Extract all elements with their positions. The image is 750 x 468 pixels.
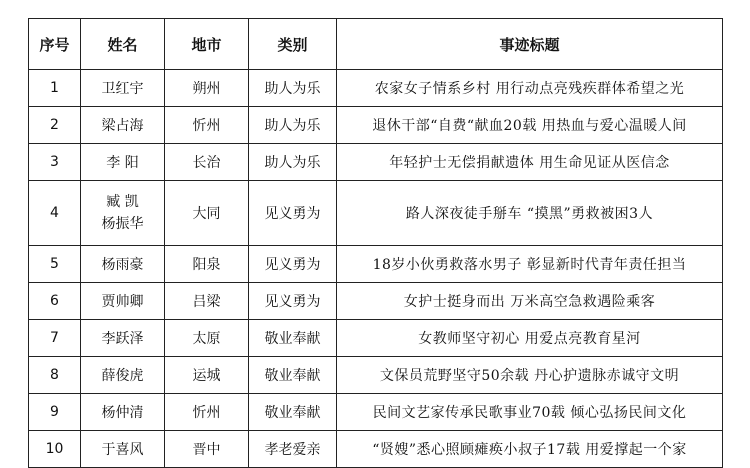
row-category: 孝老爱亲	[249, 431, 337, 468]
row-category: 见义勇为	[249, 283, 337, 320]
row-number: 4	[29, 181, 81, 246]
row-name-second: 杨振华	[101, 216, 144, 232]
row-title: 女护士挺身而出 万米高空急救遇险乘客	[337, 283, 723, 320]
row-title: 农家女子情系乡村 用行动点亮残疾群体希望之光	[337, 70, 723, 107]
table-row	[29, 431, 723, 468]
row-city: 长治	[165, 144, 249, 181]
row-number: 5	[29, 246, 81, 283]
table-row	[29, 246, 723, 283]
table-row	[29, 357, 723, 394]
table-row	[29, 181, 723, 246]
row-title: 18岁小伙勇救落水男子 彰显新时代青年责任担当	[337, 246, 723, 283]
row-city: 吕梁	[165, 283, 249, 320]
row-title: 文保员荒野坚守50余载 丹心护遗脉赤诚守文明	[337, 357, 723, 394]
row-number: 10	[29, 431, 81, 468]
table-row	[29, 394, 723, 431]
table-row	[29, 283, 723, 320]
row-category: 敬业奉献	[249, 357, 337, 394]
row-title: 路人深夜徒手掰车 “摸黑”勇救被困3人	[337, 181, 723, 246]
row-number: 2	[29, 107, 81, 144]
row-category: 敬业奉献	[249, 394, 337, 431]
row-number: 8	[29, 357, 81, 394]
row-title: 民间文艺家传承民歌事业70载 倾心弘扬民间文化	[337, 394, 723, 431]
row-name: 李跃泽	[81, 320, 165, 357]
row-title: 退休干部“自费“献血20载 用热血与爱心温暖人间	[337, 107, 723, 144]
row-name: 梁占海	[81, 107, 165, 144]
row-number: 3	[29, 144, 81, 181]
row-category: 见义勇为	[249, 246, 337, 283]
row-name	[81, 181, 165, 246]
row-city: 太原	[165, 320, 249, 357]
row-number: 9	[29, 394, 81, 431]
row-title: 女教师坚守初心 用爱点亮教育星河	[337, 320, 723, 357]
row-number: 6	[29, 283, 81, 320]
row-city: 阳泉	[165, 246, 249, 283]
row-category: 助人为乐	[249, 144, 337, 181]
table-row	[29, 144, 723, 181]
table-row	[29, 107, 723, 144]
header-city: 地市	[165, 19, 249, 70]
row-category: 敬业奉献	[249, 320, 337, 357]
row-city: 运城	[165, 357, 249, 394]
header-category: 类别	[249, 19, 337, 70]
row-number: 1	[29, 70, 81, 107]
row-name: 杨雨豪	[81, 246, 165, 283]
header-row	[29, 19, 723, 70]
row-name-first: 臧 凯	[106, 194, 139, 210]
row-name: 于喜风	[81, 431, 165, 468]
row-city: 忻州	[165, 394, 249, 431]
row-title: 年轻护士无偿捐献遗体 用生命见证从医信念	[337, 144, 723, 181]
row-number: 7	[29, 320, 81, 357]
row-title: “贤嫂”悉心照顾瘫痪小叔子17载 用爱撑起一个家	[337, 431, 723, 468]
table-row	[29, 320, 723, 357]
table-row	[29, 70, 723, 107]
row-city: 大同	[165, 181, 249, 246]
header-name: 姓名	[81, 19, 165, 70]
row-city: 朔州	[165, 70, 249, 107]
row-name: 卫红宇	[81, 70, 165, 107]
row-category: 助人为乐	[249, 70, 337, 107]
header-number: 序号	[29, 19, 81, 70]
row-name: 贾帅卿	[81, 283, 165, 320]
row-name: 杨仲清	[81, 394, 165, 431]
row-city: 晋中	[165, 431, 249, 468]
row-category: 助人为乐	[249, 107, 337, 144]
honor-list-table	[28, 18, 723, 468]
row-category: 见义勇为	[249, 181, 337, 246]
row-name: 李 阳	[81, 144, 165, 181]
row-name: 薛俊虎	[81, 357, 165, 394]
header-title: 事迹标题	[337, 19, 723, 70]
row-city: 忻州	[165, 107, 249, 144]
